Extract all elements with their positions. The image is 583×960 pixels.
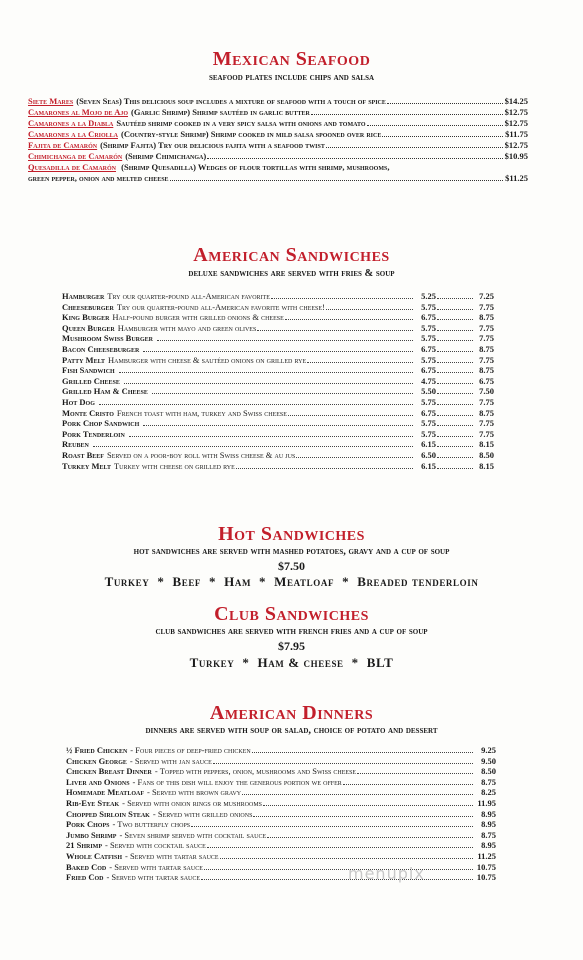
item-name: Grilled Ham & Cheese bbox=[62, 386, 148, 397]
mexican-seafood-list bbox=[28, 96, 528, 184]
item-description: (Shrimp Fajita) Try our delicious fajita with a seafood twist bbox=[100, 140, 325, 150]
item-price-deluxe: 7.75 bbox=[479, 333, 494, 344]
leader-dots bbox=[357, 773, 473, 774]
item-name: Camarones a la Diabla bbox=[28, 118, 114, 128]
item-price-deluxe: 8.50 bbox=[479, 449, 494, 460]
item-name: Chimichanga de Camarón bbox=[28, 151, 123, 161]
item-price-sandwich: 6.75 bbox=[421, 312, 436, 323]
menu-item bbox=[28, 162, 528, 184]
item-price-deluxe: 8.75 bbox=[479, 312, 494, 323]
leader-dots bbox=[207, 847, 473, 848]
menu-item bbox=[66, 787, 496, 798]
item-name: Rib-Eye Steak bbox=[66, 797, 120, 808]
item-price-deluxe: 7.50 bbox=[479, 386, 494, 397]
menu-item bbox=[66, 798, 496, 809]
club-sandwiches-price: $7.95 bbox=[278, 639, 305, 653]
item-description: - Served with tartar sauce bbox=[109, 861, 203, 872]
separator-star: * bbox=[209, 574, 217, 589]
item-name: Cheeseburger bbox=[62, 301, 114, 312]
menu-item bbox=[62, 386, 494, 397]
menu-item bbox=[28, 118, 528, 129]
leader-dots bbox=[367, 125, 503, 126]
separator-star: * bbox=[157, 574, 165, 589]
sandwich-option: Turkey bbox=[189, 655, 235, 670]
item-price-sandwich: 6.75 bbox=[421, 407, 436, 418]
item-price-deluxe: 8.15 bbox=[479, 439, 494, 450]
item-description: (Seven Seas) This delicious soup includes a mixture of seafood with a touch of spice bbox=[76, 96, 386, 106]
leader-dots bbox=[437, 319, 473, 320]
club-sandwiches-items bbox=[0, 655, 583, 671]
separator-star: * bbox=[242, 655, 250, 670]
item-description: - Served with tartar sauce bbox=[106, 872, 201, 883]
menu-item bbox=[62, 450, 494, 461]
leader-dots bbox=[267, 837, 473, 838]
leader-dots bbox=[311, 114, 503, 115]
leader-dots bbox=[296, 457, 413, 458]
leader-dots bbox=[326, 309, 413, 310]
item-price-deluxe: 7.75 bbox=[479, 322, 494, 333]
item-price: 8.95 bbox=[481, 808, 496, 819]
sandwich-option: Ham bbox=[224, 574, 252, 589]
american-dinners-title: American Dinners bbox=[209, 702, 374, 724]
item-price-sandwich: 5.50 bbox=[421, 386, 436, 397]
menu-item bbox=[62, 333, 494, 344]
leader-dots bbox=[437, 362, 473, 363]
leader-dots bbox=[236, 468, 413, 469]
item-price-sandwich: 6.50 bbox=[421, 449, 436, 460]
item-name: Patty Melt bbox=[62, 354, 106, 365]
leader-dots bbox=[242, 794, 473, 795]
item-description: Hamburger with cheese & sautéed onions on grilled rye bbox=[108, 354, 307, 365]
leader-dots bbox=[213, 763, 473, 764]
item-description: (Shrimp Quesadilla) Wedges of flour tortillas with shrimp, mushrooms, bbox=[121, 162, 390, 172]
item-name: Siete Mares bbox=[28, 96, 74, 106]
item-name: Chicken Breast Dinner bbox=[66, 766, 152, 777]
leader-dots bbox=[252, 752, 473, 753]
item-price: 9.25 bbox=[481, 745, 496, 755]
item-price-sandwich: 6.15 bbox=[421, 460, 436, 471]
leader-dots bbox=[437, 468, 473, 469]
menu-item bbox=[62, 344, 494, 355]
leader-dots bbox=[437, 351, 473, 352]
item-price: 10.75 bbox=[476, 861, 496, 872]
item-name: Liver and Onions bbox=[66, 776, 130, 787]
item-price: 8.25 bbox=[481, 787, 496, 798]
leader-dots bbox=[143, 351, 413, 352]
menu-item bbox=[62, 323, 494, 334]
item-price-sandwich: 6.75 bbox=[421, 365, 436, 376]
item-name: Mushroom Swiss Burger bbox=[62, 333, 154, 344]
item-name: Baked Cod bbox=[66, 861, 107, 872]
leader-dots bbox=[437, 298, 473, 299]
menu-item bbox=[28, 129, 528, 140]
item-price: 11.25 bbox=[477, 850, 496, 861]
item-description: - Four pieces of deep-fried chicken bbox=[130, 745, 251, 755]
item-price: 9.50 bbox=[481, 755, 496, 766]
menu-item bbox=[66, 851, 496, 862]
item-name: Whole Catfish bbox=[66, 850, 122, 861]
leader-dots bbox=[124, 383, 413, 384]
american-dinners-subtitle: dinners are served with soup or salad, choice of potato and dessert bbox=[145, 725, 438, 736]
item-price: $11.25 bbox=[505, 173, 528, 183]
mexican-seafood-subtitle: seafood plates include chips and salsa bbox=[208, 72, 375, 83]
item-description: - Served with cocktail sauce bbox=[105, 840, 206, 851]
separator-star: * bbox=[259, 574, 267, 589]
item-name: ½ Fried Chicken bbox=[66, 745, 128, 755]
leader-dots bbox=[437, 457, 473, 458]
item-description: French toast with ham, turkey and Swiss cheese bbox=[116, 407, 287, 418]
mexican-seafood-title: Mexican Seafood bbox=[212, 48, 371, 70]
menu-item bbox=[62, 312, 494, 323]
leader-dots bbox=[437, 415, 473, 416]
item-description: Turkey with cheese on grilled rye bbox=[113, 460, 235, 471]
menu-item bbox=[66, 872, 496, 883]
item-price-deluxe: 7.75 bbox=[479, 301, 494, 312]
item-name: 21 Shrimp bbox=[66, 840, 103, 851]
leader-dots bbox=[382, 136, 503, 137]
club-sandwiches-title: Club Sandwiches bbox=[214, 603, 369, 625]
item-price: 8.95 bbox=[481, 819, 496, 830]
item-price: $12.75 bbox=[504, 107, 528, 117]
hot-sandwiches-items bbox=[0, 574, 583, 590]
menu-item bbox=[62, 291, 494, 302]
item-name: Bacon Cheeseburger bbox=[62, 343, 140, 354]
item-price-deluxe: 7.25 bbox=[479, 291, 494, 301]
hot-sandwiches-price: $7.50 bbox=[278, 559, 305, 573]
leader-dots bbox=[437, 393, 473, 394]
leader-dots bbox=[207, 158, 502, 159]
item-price: 8.75 bbox=[481, 776, 496, 787]
item-description: - Served with tartar sauce bbox=[125, 850, 219, 861]
item-name: Monte Cristo bbox=[62, 407, 114, 418]
item-name: Camarones al Mojo de Ajo bbox=[28, 107, 129, 117]
item-price: $12.75 bbox=[504, 118, 528, 128]
item-price-deluxe: 7.75 bbox=[479, 428, 494, 439]
menu-item bbox=[62, 397, 494, 408]
leader-dots bbox=[326, 147, 503, 148]
item-name: Reuben bbox=[62, 439, 89, 450]
separator-star: * bbox=[342, 574, 350, 589]
menu-item bbox=[66, 809, 496, 820]
item-price: 8.95 bbox=[481, 840, 496, 851]
item-price-sandwich: 6.15 bbox=[421, 439, 436, 450]
item-name: Turkey Melt bbox=[62, 460, 111, 471]
leader-dots bbox=[437, 404, 473, 405]
american-sandwiches-subtitle: deluxe sandwiches are served with fries & soup bbox=[188, 268, 395, 279]
item-price-sandwich: 5.25 bbox=[421, 291, 436, 301]
leader-dots bbox=[201, 879, 473, 880]
leader-dots bbox=[170, 180, 504, 181]
item-description: - Fans of this dish will enjoy the generous portion we offer bbox=[132, 776, 342, 787]
item-description: Try our quarter-pound all-American favorite bbox=[107, 291, 270, 301]
menu-item bbox=[62, 418, 494, 429]
item-price-deluxe: 7.75 bbox=[479, 354, 494, 365]
menu-item bbox=[62, 461, 494, 472]
item-price-deluxe: 7.75 bbox=[479, 418, 494, 429]
item-price: 10.75 bbox=[476, 872, 496, 883]
hot-sandwiches-title: Hot Sandwiches bbox=[218, 523, 365, 545]
leader-dots bbox=[437, 372, 473, 373]
item-name: Fajita de Camarón bbox=[28, 140, 98, 150]
item-description: - Seven shrimp served with cocktail sauce bbox=[119, 829, 267, 840]
item-price: $12.75 bbox=[504, 140, 528, 150]
item-description: (Garlic Shrimp) Shrimp sautéed in garlic butter bbox=[131, 107, 310, 117]
item-description: - Topped with peppers, onion, mushrooms and Swiss cheese bbox=[154, 766, 357, 777]
leader-dots bbox=[437, 309, 473, 310]
separator-star: * bbox=[351, 655, 359, 670]
item-description: (Shrimp Chimichanga) bbox=[125, 151, 207, 161]
item-price-deluxe: 7.75 bbox=[479, 396, 494, 407]
item-name: Roast Beef bbox=[62, 449, 104, 460]
menu-item bbox=[66, 840, 496, 851]
item-price-sandwich: 5.75 bbox=[421, 301, 436, 312]
leader-dots bbox=[437, 425, 473, 426]
menu-item bbox=[66, 819, 496, 830]
item-price: 8.75 bbox=[481, 829, 496, 840]
item-price: $11.75 bbox=[505, 129, 528, 139]
sandwich-option: Beef bbox=[172, 574, 202, 589]
leader-dots bbox=[288, 415, 413, 416]
leader-dots bbox=[437, 383, 473, 384]
american-dinners-list bbox=[66, 745, 496, 883]
leader-dots bbox=[307, 362, 413, 363]
item-price-deluxe: 8.15 bbox=[479, 460, 494, 471]
item-price-sandwich: 5.75 bbox=[421, 354, 436, 365]
leader-dots bbox=[387, 103, 503, 104]
item-price-deluxe: 8.75 bbox=[479, 343, 494, 354]
item-name: Queen Burger bbox=[62, 322, 115, 333]
item-description: - Served with brown gravy bbox=[146, 787, 242, 798]
leader-dots bbox=[257, 330, 413, 331]
menu-item bbox=[28, 107, 528, 118]
leader-dots bbox=[437, 436, 473, 437]
item-price-deluxe: 6.75 bbox=[479, 375, 494, 386]
item-name: Pork Chops bbox=[66, 819, 110, 830]
leader-dots bbox=[220, 858, 473, 859]
hot-sandwiches-subtitle: hot sandwiches are served with mashed potatoes, gravy and a cup of soup bbox=[133, 546, 450, 557]
leader-dots bbox=[437, 330, 473, 331]
item-name: Grilled Cheese bbox=[62, 375, 120, 386]
menu-item bbox=[62, 408, 494, 419]
sandwich-option: Meatloaf bbox=[274, 574, 335, 589]
leader-dots bbox=[119, 372, 413, 373]
item-name: Pork Tenderloin bbox=[62, 428, 125, 439]
item-price: $14.25 bbox=[504, 96, 528, 106]
american-sandwiches-title: American Sandwiches bbox=[193, 244, 390, 266]
item-description-continued: green pepper, onion and melted cheese bbox=[28, 173, 169, 183]
item-description: Hamburger with mayo and green olives bbox=[117, 322, 257, 333]
item-name: Fried Cod bbox=[66, 872, 104, 883]
leader-dots bbox=[93, 446, 413, 447]
item-name: Hamburger bbox=[62, 291, 105, 301]
item-price-deluxe: 8.75 bbox=[479, 407, 494, 418]
menu-item bbox=[62, 439, 494, 450]
leader-dots bbox=[285, 319, 413, 320]
item-description: Try our quarter-pound all-American favorite with cheese! bbox=[116, 301, 325, 312]
menu-item bbox=[66, 862, 496, 873]
watermark-logo: menupix bbox=[348, 864, 425, 883]
item-name: Chopped Sirloin Steak bbox=[66, 808, 150, 819]
menu-item bbox=[62, 429, 494, 440]
menu-item bbox=[28, 140, 528, 151]
leader-dots bbox=[152, 393, 413, 394]
leader-dots bbox=[437, 446, 473, 447]
item-description: Sautéed shrimp cooked in a very spicy salsa with onions and tomato bbox=[116, 118, 366, 128]
item-name: Pork Chop Sandwich bbox=[62, 418, 140, 429]
item-name: Camarones a la Criolla bbox=[28, 129, 118, 139]
menu-item bbox=[28, 96, 528, 107]
leader-dots bbox=[271, 298, 413, 299]
menu-item bbox=[66, 830, 496, 841]
item-name: Fish Sandwich bbox=[62, 365, 115, 376]
leader-dots bbox=[437, 340, 473, 341]
menu-item bbox=[66, 756, 496, 767]
item-price-sandwich: 5.75 bbox=[421, 428, 436, 439]
item-description: Served on a poor-boy roll with Swiss cheese & au jus bbox=[106, 449, 296, 460]
item-description: - Served with jan sauce bbox=[129, 755, 212, 766]
menu-item bbox=[62, 355, 494, 366]
leader-dots bbox=[157, 340, 413, 341]
item-price: $10.95 bbox=[504, 151, 528, 161]
item-price-sandwich: 4.75 bbox=[421, 375, 436, 386]
american-sandwiches-list bbox=[62, 291, 494, 471]
sandwich-option: BLT bbox=[366, 655, 394, 670]
item-name: Homemade Meatloaf bbox=[66, 787, 144, 798]
leader-dots bbox=[143, 425, 413, 426]
sandwich-option: Ham & cheese bbox=[257, 655, 344, 670]
item-name: Quesadilla de Camarón bbox=[28, 162, 117, 172]
item-name: Chicken George bbox=[66, 755, 127, 766]
leader-dots bbox=[191, 826, 473, 827]
leader-dots bbox=[253, 816, 473, 817]
menu-item bbox=[28, 151, 528, 162]
item-price-sandwich: 5.75 bbox=[421, 418, 436, 429]
menu-item bbox=[62, 376, 494, 387]
menu-item bbox=[66, 777, 496, 788]
leader-dots bbox=[263, 805, 473, 806]
item-price-sandwich: 5.75 bbox=[421, 396, 436, 407]
item-price-deluxe: 8.75 bbox=[479, 365, 494, 376]
item-description: Half-pound burger with grilled onions & cheese bbox=[112, 312, 284, 323]
leader-dots bbox=[204, 869, 473, 870]
club-sandwiches-subtitle: club sandwiches are served with french fries and a cup of soup bbox=[155, 626, 428, 637]
item-description: - Two butterfly chops bbox=[112, 819, 191, 830]
leader-dots bbox=[99, 404, 413, 405]
item-description: - Served with onion rings or mushrooms bbox=[122, 797, 263, 808]
item-price-sandwich: 5.75 bbox=[421, 322, 436, 333]
leader-dots bbox=[343, 784, 473, 785]
sandwich-option: Turkey bbox=[104, 574, 150, 589]
item-name: Jumbo Shrimp bbox=[66, 829, 117, 840]
sandwich-option: Breaded tenderloin bbox=[357, 574, 479, 589]
item-name: King Burger bbox=[62, 312, 110, 323]
item-description: (Country-style Shrimp) Shrimp cooked in mild salsa spooned over rice bbox=[121, 129, 382, 139]
menu-item bbox=[62, 365, 494, 376]
menu-item bbox=[66, 745, 496, 756]
leader-dots bbox=[129, 436, 413, 437]
item-description: - Served with grilled onions bbox=[152, 808, 253, 819]
item-name: Hot Dog bbox=[62, 396, 95, 407]
menu-item bbox=[62, 302, 494, 313]
item-price: 11.95 bbox=[477, 797, 496, 808]
item-price-sandwich: 6.75 bbox=[421, 343, 436, 354]
item-price-sandwich: 5.75 bbox=[421, 333, 436, 344]
menu-item bbox=[66, 766, 496, 777]
item-price: 8.50 bbox=[481, 766, 496, 777]
